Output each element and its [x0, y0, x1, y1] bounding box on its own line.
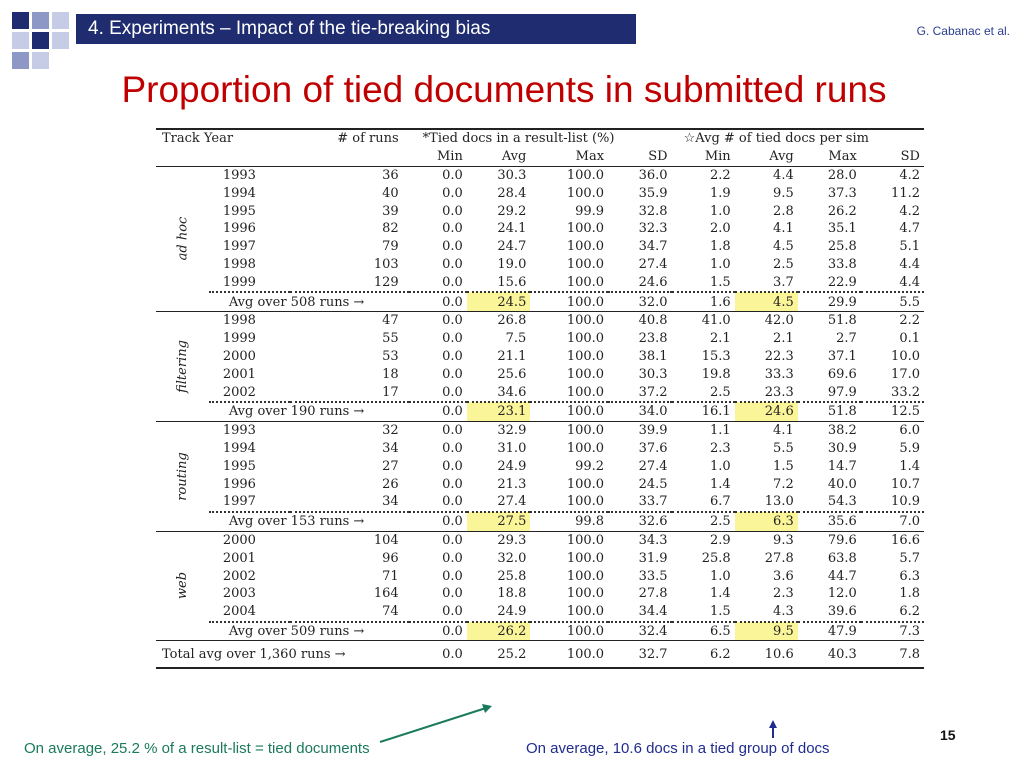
- cell-value: 0.0: [442, 256, 463, 272]
- total-cell: 100.0: [530, 641, 608, 669]
- cell-value: 38.2: [798, 421, 861, 439]
- cell-value: 37.2: [638, 384, 668, 400]
- cell-value: 19.0: [497, 256, 527, 272]
- avg-cell: 34.0: [608, 402, 672, 421]
- cell-year: 1996: [222, 221, 256, 237]
- cell-value: 42.0: [735, 311, 798, 329]
- cell-value: 11.2: [891, 185, 920, 201]
- cell-value: 28.0: [798, 166, 861, 184]
- avg-cell: 0.0: [409, 512, 467, 531]
- cell-value: 1.4: [899, 458, 920, 474]
- avg-cell: 9.5: [735, 622, 798, 641]
- col-track-year: Track Year: [156, 129, 290, 148]
- cell-year: 1997: [222, 239, 256, 255]
- cell-value: 1.5: [709, 274, 731, 290]
- avg-cell: 2.5: [672, 512, 735, 531]
- cell-value: 27.8: [638, 586, 668, 602]
- cell-value: 0.1: [899, 331, 920, 347]
- cell-value: 1.4: [709, 586, 731, 602]
- cell-runs: 36: [290, 166, 409, 184]
- avg-cell: 51.8: [798, 402, 861, 421]
- cell-value: 6.7: [709, 494, 731, 510]
- total-cell: 0.0: [409, 641, 467, 669]
- cell-value: 34.3: [608, 531, 672, 549]
- cell-year: 2001: [222, 366, 256, 382]
- total-cell: 25.2: [467, 641, 531, 669]
- total-cell: 10.6: [735, 641, 798, 669]
- cell-value: 0.0: [409, 531, 467, 549]
- cell-value: 40.8: [608, 311, 672, 329]
- cell-value: 24.9: [497, 458, 527, 474]
- cell-value: 13.0: [764, 494, 794, 510]
- cell-runs: 39: [382, 203, 399, 219]
- cell-value: 0.0: [442, 604, 463, 620]
- cell-value: 17.0: [891, 366, 920, 382]
- cell-value: 27.4: [497, 494, 527, 510]
- total-cell: 32.7: [608, 641, 672, 669]
- avg-row-label: Avg over 153 runs →: [209, 512, 409, 531]
- cell-value: 24.5: [638, 476, 668, 492]
- cell-value: 40.0: [827, 476, 857, 492]
- cell-value: 97.9: [827, 384, 857, 400]
- cell-value: 30.3: [638, 366, 668, 382]
- avg-cell: 27.5: [467, 512, 531, 531]
- cell-value: 5.5: [773, 440, 794, 456]
- cell-value: 39.6: [827, 604, 857, 620]
- cell-value: 100.0: [566, 604, 605, 620]
- cell-value: 1.8: [709, 239, 731, 255]
- cell-value: 33.7: [638, 494, 668, 510]
- cell-value: 4.1: [735, 421, 798, 439]
- avg-cell: 32.4: [608, 622, 672, 641]
- cell-runs: 18: [382, 366, 399, 382]
- cell-value: 31.0: [497, 440, 527, 456]
- avg-cell: 6.5: [672, 622, 735, 641]
- cell-runs: 79: [382, 239, 399, 255]
- cell-value: 99.9: [575, 203, 605, 219]
- cell-value: 34.4: [638, 604, 668, 620]
- cell-value: 79.6: [798, 531, 861, 549]
- cell-value: 31.9: [638, 550, 668, 566]
- annotation-right: On average, 10.6 docs in a tied group of docs: [526, 740, 830, 757]
- total-cell: 6.2: [672, 641, 735, 669]
- cell-value: 100.0: [566, 239, 605, 255]
- subheader-5: Avg: [769, 149, 794, 165]
- cell-value: 22.9: [827, 274, 857, 290]
- cell-value: 1.0: [709, 568, 731, 584]
- cell-value: 0.0: [442, 384, 463, 400]
- col-runs: # of runs: [290, 129, 409, 148]
- cell-runs: 47: [290, 311, 409, 329]
- avg-cell: 0.0: [409, 622, 467, 641]
- cell-value: 3.7: [773, 274, 794, 290]
- cell-value: 26.8: [467, 311, 531, 329]
- cell-value: 0.0: [409, 421, 467, 439]
- track-label-text: web: [174, 572, 190, 600]
- cell-value: 33.5: [638, 568, 668, 584]
- cell-year: 2003: [222, 586, 256, 602]
- cell-value: 1.0: [709, 458, 731, 474]
- cell-value: 10.9: [891, 494, 920, 510]
- cell-value: 54.3: [827, 494, 857, 510]
- cell-value: 0.0: [442, 568, 463, 584]
- cell-value: 27.4: [638, 256, 668, 272]
- cell-year: 1999: [222, 331, 256, 347]
- cell-value: 1.4: [709, 476, 731, 492]
- cell-value: 33.2: [891, 384, 920, 400]
- cell-year: 2004: [222, 604, 256, 620]
- cell-value: 100.0: [566, 494, 605, 510]
- cell-value: 24.9: [497, 604, 527, 620]
- cell-value: 18.8: [497, 586, 527, 602]
- avg-cell: 0.0: [409, 292, 467, 311]
- cell-value: 4.5: [773, 239, 794, 255]
- cell-value: 0.0: [409, 166, 467, 184]
- cell-year: 1997: [222, 494, 256, 510]
- cell-value: 0.0: [442, 494, 463, 510]
- cell-value: 2.5: [709, 384, 731, 400]
- subheader-3: SD: [648, 149, 668, 165]
- avg-cell: 1.6: [672, 292, 735, 311]
- cell-year: 2000: [222, 348, 256, 364]
- avg-cell: 5.5: [861, 292, 924, 311]
- cell-value: 7.5: [505, 331, 527, 347]
- avg-row-label: Avg over 508 runs →: [209, 292, 409, 311]
- cell-value: 0.0: [409, 311, 467, 329]
- cell-value: 44.7: [827, 568, 857, 584]
- avg-cell: 32.6: [608, 512, 672, 531]
- cell-year: 1996: [222, 476, 256, 492]
- cell-value: 23.3: [764, 384, 794, 400]
- cell-value: 100.0: [530, 421, 608, 439]
- cell-value: 21.1: [497, 348, 527, 364]
- cell-value: 5.7: [899, 550, 920, 566]
- cell-value: 99.2: [575, 458, 605, 474]
- cell-value: 0.0: [442, 185, 463, 201]
- cell-value: 16.6: [861, 531, 924, 549]
- cell-value: 100.0: [566, 550, 605, 566]
- avg-cell: 26.2: [467, 622, 531, 641]
- cell-value: 12.0: [827, 586, 857, 602]
- cell-value: 2.3: [773, 586, 794, 602]
- cell-value: 10.0: [891, 348, 920, 364]
- cell-runs: 40: [382, 185, 399, 201]
- cell-value: 0.0: [442, 586, 463, 602]
- cell-runs: 17: [382, 384, 399, 400]
- annotation-left: On average, 25.2 % of a result-list = tied documents: [24, 740, 370, 757]
- subheader-2: Max: [575, 149, 605, 165]
- avg-cell: 23.1: [467, 402, 531, 421]
- cell-value: 4.4: [899, 256, 920, 272]
- cell-value: 2.2: [861, 311, 924, 329]
- cell-value: 32.8: [638, 203, 668, 219]
- cell-runs: 34: [382, 440, 399, 456]
- cell-year: 1999: [222, 274, 256, 290]
- avg-cell: 47.9: [798, 622, 861, 641]
- cell-value: 4.2: [861, 166, 924, 184]
- cell-runs: 82: [382, 221, 399, 237]
- cell-value: 25.8: [497, 568, 527, 584]
- avg-cell: 24.6: [735, 402, 798, 421]
- avg-cell: 4.5: [735, 292, 798, 311]
- cell-year: 2002: [222, 568, 256, 584]
- cell-value: 24.1: [497, 221, 527, 237]
- cell-value: 4.4: [899, 274, 920, 290]
- cell-value: 9.3: [735, 531, 798, 549]
- avg-cell: 100.0: [530, 622, 608, 641]
- cell-value: 0.0: [442, 366, 463, 382]
- cell-value: 37.3: [827, 185, 857, 201]
- avg-row-label: Avg over 190 runs →: [209, 402, 409, 421]
- cell-value: 1.5: [773, 458, 794, 474]
- cell-value: 5.9: [899, 440, 920, 456]
- subheader-6: Max: [828, 149, 857, 165]
- cell-year: 1995: [222, 203, 256, 219]
- cell-value: 0.0: [442, 203, 463, 219]
- avg-cell: 24.5: [467, 292, 531, 311]
- cell-value: 33.8: [827, 256, 857, 272]
- cell-value: 1.0: [709, 203, 731, 219]
- author-credit: G. Cabanac et al.: [916, 24, 1010, 38]
- cell-value: 21.3: [497, 476, 527, 492]
- cell-value: 2.8: [773, 203, 794, 219]
- cell-value: 37.1: [827, 348, 857, 364]
- cell-value: 6.2: [899, 604, 920, 620]
- track-label-text: routing: [174, 451, 190, 501]
- cell-runs: 71: [382, 568, 399, 584]
- cell-value: 25.8: [827, 239, 857, 255]
- cell-value: 32.0: [497, 550, 527, 566]
- subheader-4: Min: [704, 149, 731, 165]
- cell-value: 2.5: [773, 256, 794, 272]
- cell-value: 10.7: [891, 476, 920, 492]
- cell-runs: 55: [382, 331, 399, 347]
- cell-value: 100.0: [566, 256, 605, 272]
- avg-row-label: Avg over 509 runs →: [209, 622, 409, 641]
- cell-year: 1994: [222, 440, 256, 456]
- cell-value: 0.0: [442, 550, 463, 566]
- cell-value: 100.0: [566, 221, 605, 237]
- cell-value: 69.6: [827, 366, 857, 382]
- cell-value: 32.3: [638, 221, 668, 237]
- cell-value: 35.9: [638, 185, 668, 201]
- cell-value: 100.0: [566, 568, 605, 584]
- cell-year: 2001: [222, 550, 256, 566]
- cell-value: 100.0: [566, 331, 605, 347]
- cell-value: 100.0: [530, 166, 608, 184]
- cell-runs: 32: [290, 421, 409, 439]
- track-label-text: ad hoc: [174, 216, 190, 261]
- cell-year: 1995: [222, 458, 256, 474]
- cell-value: 100.0: [566, 440, 605, 456]
- cell-year: 2002: [222, 384, 256, 400]
- cell-value: 24.7: [497, 239, 527, 255]
- cell-value: 1.5: [709, 604, 731, 620]
- avg-cell: 7.3: [861, 622, 924, 641]
- cell-year: 1994: [222, 185, 256, 201]
- cell-value: 2.0: [709, 221, 731, 237]
- total-cell: 7.8: [861, 641, 924, 669]
- cell-year: 2000: [209, 531, 290, 549]
- cell-value: 15.3: [701, 348, 731, 364]
- cell-value: 6.3: [899, 568, 920, 584]
- cell-value: 51.8: [798, 311, 861, 329]
- col-group-tied-docs: *Tied docs in a result-list (%): [409, 129, 672, 148]
- slide-title: Proportion of tied documents in submitted runs: [121, 69, 887, 110]
- cell-runs: 27: [382, 458, 399, 474]
- cell-runs: 53: [382, 348, 399, 364]
- cell-year: 1998: [209, 311, 290, 329]
- cell-value: 100.0: [566, 348, 605, 364]
- cell-value: 41.0: [672, 311, 735, 329]
- cell-year: 1993: [209, 421, 290, 439]
- cell-value: 100.0: [566, 476, 605, 492]
- cell-value: 37.6: [638, 440, 668, 456]
- cell-runs: 164: [373, 586, 399, 602]
- page-number: 15: [940, 727, 956, 743]
- cell-value: 25.8: [701, 550, 731, 566]
- cell-value: 27.4: [638, 458, 668, 474]
- cell-value: 38.1: [638, 348, 668, 364]
- cell-value: 35.1: [827, 221, 857, 237]
- subheader-7: SD: [900, 149, 920, 165]
- cell-value: 4.1: [773, 221, 794, 237]
- cell-value: 0.0: [442, 458, 463, 474]
- avg-cell: 0.0: [409, 402, 467, 421]
- cell-year: 1998: [222, 256, 256, 272]
- section-title: 4. Experiments – Impact of the tie-breaking bias: [88, 18, 491, 39]
- subheader-1: Avg: [501, 149, 527, 165]
- cell-value: 1.1: [672, 421, 735, 439]
- avg-cell: 100.0: [530, 402, 608, 421]
- cell-value: 5.1: [899, 239, 920, 255]
- col-group-avg-tied: ☆Avg # of tied docs per sim: [672, 129, 924, 148]
- cell-value: 28.4: [497, 185, 527, 201]
- cell-value: 29.3: [467, 531, 531, 549]
- cell-value: 2.1: [709, 331, 731, 347]
- cell-value: 0.0: [442, 476, 463, 492]
- cell-runs: 103: [373, 256, 399, 272]
- subheader-0: Min: [436, 149, 463, 165]
- cell-value: 100.0: [566, 586, 605, 602]
- track-label-text: filtering: [174, 339, 190, 393]
- cell-runs: 26: [382, 476, 399, 492]
- cell-value: 7.2: [773, 476, 794, 492]
- avg-cell: 16.1: [672, 402, 735, 421]
- cell-value: 36.0: [608, 166, 672, 184]
- cell-value: 100.0: [566, 366, 605, 382]
- avg-cell: 7.0: [861, 512, 924, 531]
- cell-value: 100.0: [530, 311, 608, 329]
- cell-value: 33.3: [764, 366, 794, 382]
- cell-value: 100.0: [530, 531, 608, 549]
- cell-value: 100.0: [566, 185, 605, 201]
- total-row-label: Total avg over 1,360 runs →: [156, 641, 409, 669]
- cell-value: 1.0: [709, 256, 731, 272]
- cell-value: 0.0: [442, 440, 463, 456]
- avg-cell: 32.0: [608, 292, 672, 311]
- cell-value: 39.9: [608, 421, 672, 439]
- cell-value: 2.9: [672, 531, 735, 549]
- cell-value: 29.2: [497, 203, 527, 219]
- cell-value: 2.3: [709, 440, 731, 456]
- avg-cell: 100.0: [530, 292, 608, 311]
- avg-cell: 29.9: [798, 292, 861, 311]
- total-cell: 40.3: [798, 641, 861, 669]
- cell-runs: 104: [290, 531, 409, 549]
- cell-year: 1993: [209, 166, 290, 184]
- cell-value: 14.7: [827, 458, 857, 474]
- avg-cell: 12.5: [861, 402, 924, 421]
- cell-runs: 96: [382, 550, 399, 566]
- cell-value: 9.5: [773, 185, 794, 201]
- cell-value: 4.4: [735, 166, 798, 184]
- cell-value: 32.9: [467, 421, 531, 439]
- cell-value: 63.8: [827, 550, 857, 566]
- avg-cell: 99.8: [530, 512, 608, 531]
- cell-value: 30.3: [467, 166, 531, 184]
- cell-value: 34.7: [638, 239, 668, 255]
- cell-value: 24.6: [638, 274, 668, 290]
- cell-value: 4.3: [773, 604, 794, 620]
- avg-cell: 6.3: [735, 512, 798, 531]
- cell-value: 34.6: [497, 384, 527, 400]
- cell-value: 15.6: [497, 274, 527, 290]
- cell-value: 0.0: [442, 274, 463, 290]
- cell-value: 100.0: [566, 384, 605, 400]
- cell-runs: 129: [373, 274, 399, 290]
- cell-value: 1.9: [709, 185, 731, 201]
- cell-value: 0.0: [442, 221, 463, 237]
- cell-value: 23.8: [638, 331, 668, 347]
- cell-runs: 34: [382, 494, 399, 510]
- cell-value: 4.7: [899, 221, 920, 237]
- cell-value: 26.2: [827, 203, 857, 219]
- cell-value: 0.0: [442, 239, 463, 255]
- cell-value: 3.6: [773, 568, 794, 584]
- cell-value: 2.7: [836, 331, 857, 347]
- cell-value: 2.2: [672, 166, 735, 184]
- cell-value: 22.3: [764, 348, 794, 364]
- cell-value: 30.9: [827, 440, 857, 456]
- cell-value: 2.1: [773, 331, 794, 347]
- cell-value: 1.8: [899, 586, 920, 602]
- cell-runs: 74: [382, 604, 399, 620]
- cell-value: 100.0: [566, 274, 605, 290]
- cell-value: 4.2: [899, 203, 920, 219]
- cell-value: 27.8: [764, 550, 794, 566]
- cell-value: 0.0: [442, 331, 463, 347]
- cell-value: 0.0: [442, 348, 463, 364]
- avg-cell: 35.6: [798, 512, 861, 531]
- cell-value: 25.6: [497, 366, 527, 382]
- cell-value: 19.8: [701, 366, 731, 382]
- cell-value: 6.0: [861, 421, 924, 439]
